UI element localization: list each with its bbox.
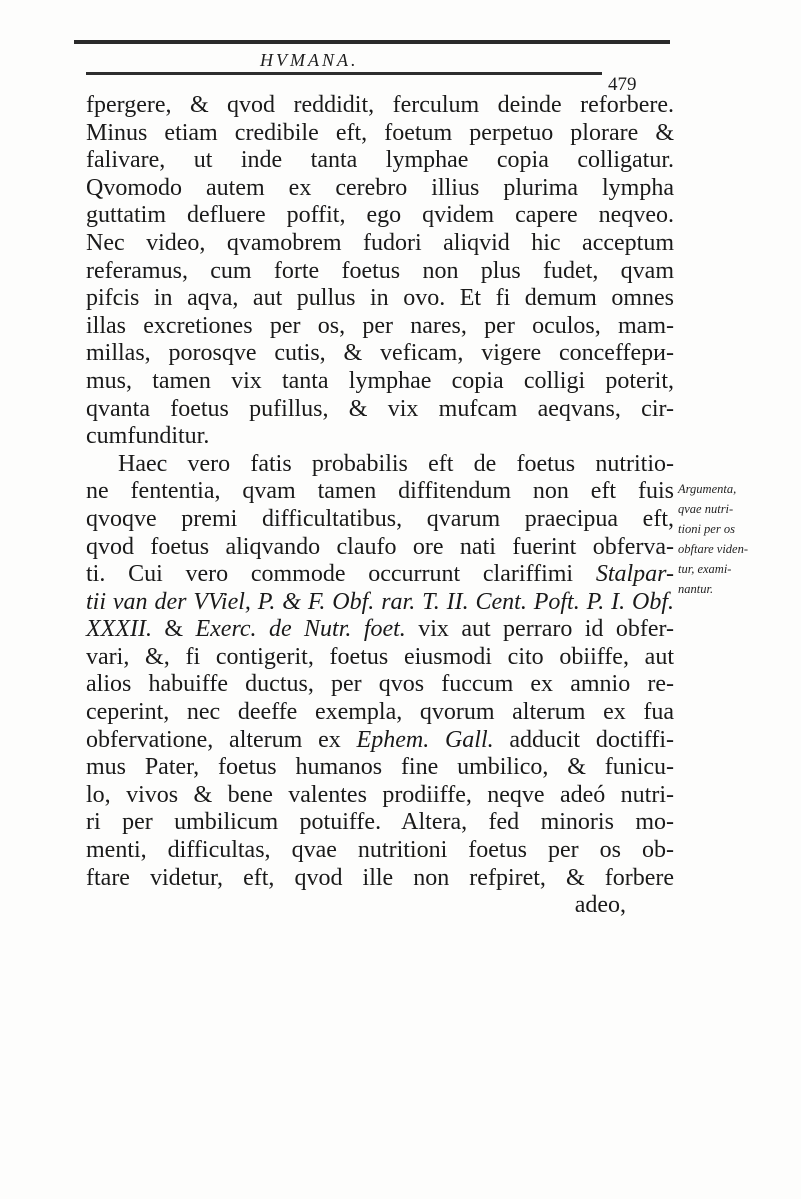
text-line: Nec video, qvamobrem fudori aliqvid hic acceptum [86, 229, 674, 256]
text-line [86, 727, 674, 755]
text-line: qvod foetus aliqvando claufo ore nati fuerint obferva- [86, 533, 674, 560]
text-line: Minus etiam credibile eft, foetum perpetuo plorare & [86, 119, 674, 146]
text-line: mus Pater, foetus humanos fine umbilico, & funicu- [86, 754, 674, 781]
text-segment: & [151, 616, 196, 643]
text-line [86, 616, 674, 644]
citation-reference: tii van der VViel, P. & F. Obf. rar. T. II. Cent. Poft. P. I. Obf. [86, 588, 674, 615]
citation-reference: XXXII. [86, 616, 152, 643]
text-line: alios habuiffe ductus, per qvos fuccum ex amnio re- [86, 671, 674, 698]
top-edge-rule [74, 40, 670, 44]
text-line: pifcis in aqva, aut pullus in ovo. Et fi demum omnes [86, 285, 674, 312]
text-line: qvoqve premi difficultatibus, qvarum praecipua eft, [86, 505, 674, 532]
text-line: menti, difficultas, qvae nutritioni foetus per os ob- [86, 837, 674, 864]
margin-note-line: tioni per os [678, 522, 735, 536]
text-line [86, 561, 674, 589]
text-line: mus, tamen vix tanta lymphae copia colligi poterit, [86, 367, 674, 394]
margin-note-line: tur, exami- [678, 562, 732, 576]
text-line: guttatim defluere poffit, ego qvidem capere neqveo. [86, 202, 674, 229]
margin-note-line: Argumenta, [678, 482, 737, 496]
text-segment: vix aut perraro id obfer- [405, 616, 675, 643]
text-line: ceperint, nec deeffe exempla, qvorum alterum ex fua [86, 699, 674, 726]
citation-reference: Exerc. de Nutr. foet. [195, 616, 406, 643]
text-line: Qvomodo autem ex cerebro illius plurima lympha [86, 174, 674, 201]
running-head: HVMANA. [260, 50, 359, 70]
text-line: qvanta foetus pufillus, & vix mufcam aeqvans, cir- [86, 395, 674, 422]
citation-reference: Ephem. Gall. [356, 726, 494, 753]
header-rule [86, 72, 602, 75]
text-line: referamus, cum forte foetus non plus fudet, qvam [86, 257, 674, 284]
text-line: ne fententia, qvam tamen diffitendum non eft fuis [86, 478, 674, 505]
text-line: ftare videtur, eft, qvod ille non refpiret, & forbere [86, 864, 674, 891]
text-line: millas, porosqve cutis, & veficam, vigere conceffери- [86, 340, 674, 367]
text-segment: adducit doctiffi- [493, 726, 675, 753]
text-line [86, 589, 674, 617]
text-line: vari, &, fi contigerit, foetus eiusmodi cito obiiffe, aut [86, 643, 674, 670]
text-line: fpergere, & qvod reddidit, ferculum deinde reforbere. [86, 92, 674, 118]
margin-note-line: qvae nutri- [678, 502, 734, 516]
text-line: illas excretiones per os, per nares, per oculos, mam- [86, 312, 674, 339]
text-line: cumfunditur. [86, 423, 210, 450]
body-text [86, 92, 674, 920]
citation-author: Stalpar- [595, 561, 674, 588]
text-line: lo, vivos & bene valentes prodiiffe, neqve adeó nutri- [86, 781, 674, 808]
margin-note-line: nantur. [678, 582, 714, 596]
margin-note-line: obftare viden- [678, 542, 749, 556]
text-line: falivare, ut inde tanta lymphae copia colligatur. [86, 147, 674, 174]
text-line: ri per umbilicum potuiffe. Altera, fed minoris mo- [86, 809, 674, 836]
catchword: adeo, [574, 892, 626, 919]
marginal-note [678, 479, 796, 599]
text-segment: ti. Cui vero commode occurrunt clariffimi [86, 561, 574, 588]
text-segment: obfervatione, alterum ex [86, 726, 357, 753]
text-line: Haec vero fatis probabilis eft de foetus nutritio- [118, 450, 674, 477]
page-number: 479 [608, 74, 637, 95]
